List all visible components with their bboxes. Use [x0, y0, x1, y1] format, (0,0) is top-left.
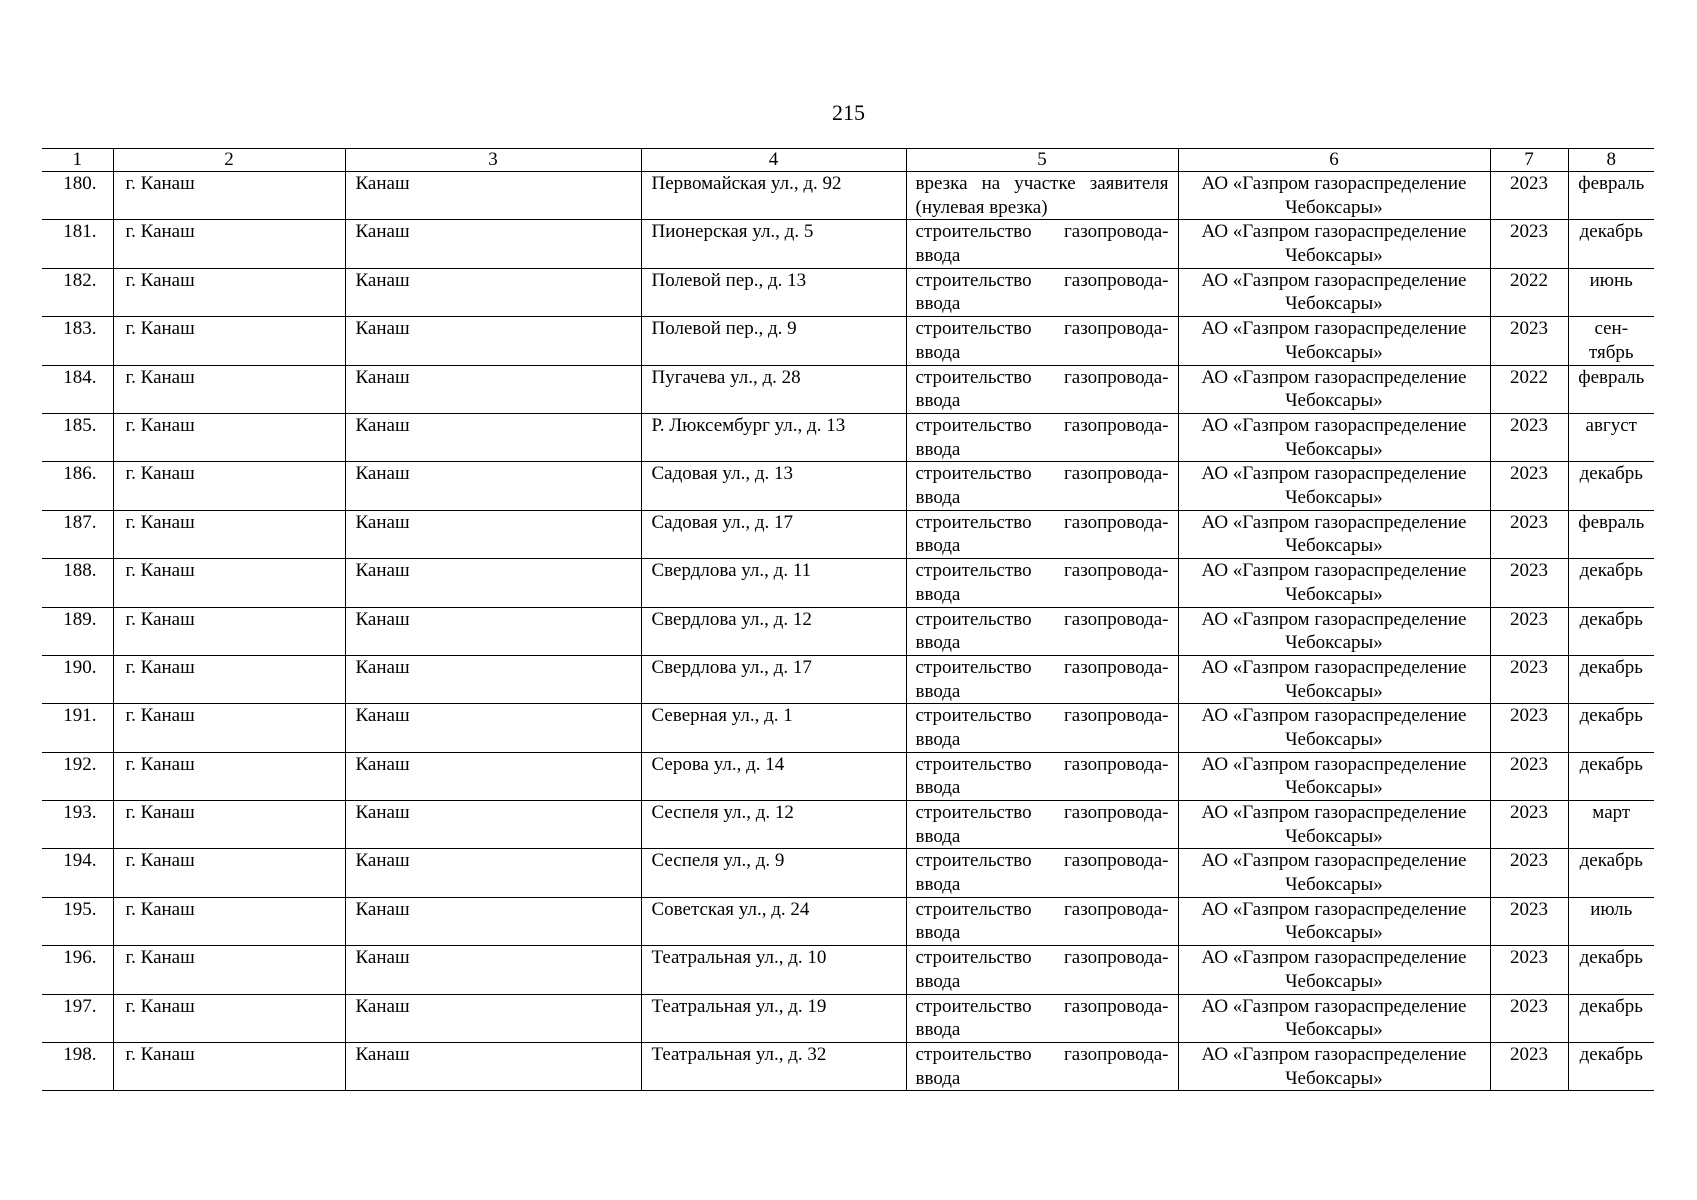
row-number: 198. [42, 1043, 113, 1091]
work-type-cell: строительство газопровода-ввода [906, 413, 1178, 461]
month-cell: декабрь [1568, 704, 1654, 752]
address-cell: Первомайская ул., д. 92 [641, 172, 906, 220]
organization-cell: АО «Газпром газораспределение Чебоксары» [1178, 607, 1490, 655]
column-header: 1 [42, 149, 113, 172]
address-cell: Садовая ул., д. 17 [641, 510, 906, 558]
city-cell: г. Канаш [113, 946, 345, 994]
organization-cell: АО «Газпром газораспределение Чебоксары» [1178, 1043, 1490, 1091]
organization-cell: АО «Газпром газораспределение Чебоксары» [1178, 946, 1490, 994]
locality-cell: Канаш [345, 897, 641, 945]
year-cell: 2022 [1490, 365, 1568, 413]
city-cell: г. Канаш [113, 220, 345, 268]
month-cell: декабрь [1568, 849, 1654, 897]
organization-cell: АО «Газпром газораспределение Чебоксары» [1178, 559, 1490, 607]
organization-cell: АО «Газпром газораспределение Чебоксары» [1178, 994, 1490, 1042]
row-number: 182. [42, 268, 113, 316]
column-header: 4 [641, 149, 906, 172]
table-row [42, 172, 1654, 220]
table-row [42, 510, 1654, 558]
locality-cell: Канаш [345, 268, 641, 316]
table-row [42, 268, 1654, 316]
locality-cell: Канаш [345, 607, 641, 655]
table-row [42, 317, 1654, 365]
year-cell: 2023 [1490, 317, 1568, 365]
address-cell: Театральная ул., д. 10 [641, 946, 906, 994]
work-type-cell: строительство газопровода-ввода [906, 752, 1178, 800]
organization-cell: АО «Газпром газораспределение Чебоксары» [1178, 220, 1490, 268]
address-cell: Пугачева ул., д. 28 [641, 365, 906, 413]
address-cell: Театральная ул., д. 32 [641, 1043, 906, 1091]
work-type-cell: строительство газопровода-ввода [906, 462, 1178, 510]
row-number: 193. [42, 801, 113, 849]
year-cell: 2023 [1490, 752, 1568, 800]
organization-cell: АО «Газпром газораспределение Чебоксары» [1178, 704, 1490, 752]
column-number-header [42, 149, 1654, 172]
city-cell: г. Канаш [113, 510, 345, 558]
month-cell: декабрь [1568, 559, 1654, 607]
locality-cell: Канаш [345, 413, 641, 461]
row-number: 196. [42, 946, 113, 994]
row-number: 183. [42, 317, 113, 365]
work-type-cell: строительство газопровода-ввода [906, 897, 1178, 945]
year-cell: 2023 [1490, 220, 1568, 268]
year-cell: 2023 [1490, 172, 1568, 220]
city-cell: г. Канаш [113, 317, 345, 365]
address-cell: Садовая ул., д. 13 [641, 462, 906, 510]
row-number: 192. [42, 752, 113, 800]
organization-cell: АО «Газпром газораспределение Чебоксары» [1178, 801, 1490, 849]
locality-cell: Канаш [345, 559, 641, 607]
locality-cell: Канаш [345, 801, 641, 849]
work-type-cell: строительство газопровода-ввода [906, 510, 1178, 558]
organization-cell: АО «Газпром газораспределение Чебоксары» [1178, 752, 1490, 800]
address-cell: Свердлова ул., д. 11 [641, 559, 906, 607]
city-cell: г. Канаш [113, 704, 345, 752]
address-cell: Пионерская ул., д. 5 [641, 220, 906, 268]
organization-cell: АО «Газпром газораспределение Чебоксары» [1178, 365, 1490, 413]
year-cell: 2023 [1490, 897, 1568, 945]
year-cell: 2023 [1490, 462, 1568, 510]
city-cell: г. Канаш [113, 752, 345, 800]
address-cell: Свердлова ул., д. 17 [641, 655, 906, 703]
work-type-cell: строительство газопровода-ввода [906, 849, 1178, 897]
row-number: 190. [42, 655, 113, 703]
column-header: 6 [1178, 149, 1490, 172]
column-header: 7 [1490, 149, 1568, 172]
year-cell: 2023 [1490, 510, 1568, 558]
column-header: 5 [906, 149, 1178, 172]
city-cell: г. Канаш [113, 897, 345, 945]
row-number: 188. [42, 559, 113, 607]
month-cell: декабрь [1568, 1043, 1654, 1091]
locality-cell: Канаш [345, 994, 641, 1042]
month-cell: июль [1568, 897, 1654, 945]
month-cell: декабрь [1568, 220, 1654, 268]
city-cell: г. Канаш [113, 413, 345, 461]
work-type-cell: строительство газопровода-ввода [906, 317, 1178, 365]
month-cell: декабрь [1568, 655, 1654, 703]
work-type-cell: строительство газопровода-ввода [906, 268, 1178, 316]
row-number: 185. [42, 413, 113, 461]
work-type-cell: строительство газопровода-ввода [906, 704, 1178, 752]
month-cell: декабрь [1568, 946, 1654, 994]
table-row [42, 607, 1654, 655]
work-type-cell: строительство газопровода-ввода [906, 655, 1178, 703]
locality-cell: Канаш [345, 655, 641, 703]
column-header: 8 [1568, 149, 1654, 172]
organization-cell: АО «Газпром газораспределение Чебоксары» [1178, 655, 1490, 703]
row-number: 189. [42, 607, 113, 655]
month-cell: февраль [1568, 510, 1654, 558]
city-cell: г. Канаш [113, 607, 345, 655]
month-cell: декабрь [1568, 752, 1654, 800]
city-cell: г. Канаш [113, 1043, 345, 1091]
year-cell: 2023 [1490, 946, 1568, 994]
organization-cell: АО «Газпром газораспределение Чебоксары» [1178, 849, 1490, 897]
year-cell: 2023 [1490, 655, 1568, 703]
address-cell: Полевой пер., д. 9 [641, 317, 906, 365]
year-cell: 2023 [1490, 559, 1568, 607]
year-cell: 2023 [1490, 849, 1568, 897]
table-row [42, 413, 1654, 461]
row-number: 180. [42, 172, 113, 220]
city-cell: г. Канаш [113, 268, 345, 316]
organization-cell: АО «Газпром газораспределение Чебоксары» [1178, 268, 1490, 316]
month-cell: декабрь [1568, 994, 1654, 1042]
row-number: 191. [42, 704, 113, 752]
address-cell: Театральная ул., д. 19 [641, 994, 906, 1042]
column-header: 3 [345, 149, 641, 172]
city-cell: г. Канаш [113, 801, 345, 849]
table-row [42, 1043, 1654, 1091]
organization-cell: АО «Газпром газораспределение Чебоксары» [1178, 510, 1490, 558]
month-cell: март [1568, 801, 1654, 849]
table-row [42, 704, 1654, 752]
year-cell: 2023 [1490, 413, 1568, 461]
year-cell: 2023 [1490, 801, 1568, 849]
locality-cell: Канаш [345, 172, 641, 220]
table-row [42, 994, 1654, 1042]
row-number: 181. [42, 220, 113, 268]
city-cell: г. Канаш [113, 994, 345, 1042]
locality-cell: Канаш [345, 510, 641, 558]
work-type-cell: строительство газопровода-ввода [906, 946, 1178, 994]
address-cell: Свердлова ул., д. 12 [641, 607, 906, 655]
row-number: 187. [42, 510, 113, 558]
locality-cell: Канаш [345, 946, 641, 994]
locality-cell: Канаш [345, 365, 641, 413]
locality-cell: Канаш [345, 704, 641, 752]
city-cell: г. Канаш [113, 559, 345, 607]
locality-cell: Канаш [345, 1043, 641, 1091]
table-row [42, 897, 1654, 945]
row-number: 195. [42, 897, 113, 945]
city-cell: г. Канаш [113, 655, 345, 703]
work-type-cell: строительство газопровода-ввода [906, 1043, 1178, 1091]
address-cell: Советская ул., д. 24 [641, 897, 906, 945]
data-table [42, 148, 1654, 1091]
table-row [42, 801, 1654, 849]
locality-cell: Канаш [345, 317, 641, 365]
address-cell: Полевой пер., д. 13 [641, 268, 906, 316]
table-row [42, 946, 1654, 994]
month-cell: июнь [1568, 268, 1654, 316]
row-number: 194. [42, 849, 113, 897]
year-cell: 2023 [1490, 704, 1568, 752]
table-row [42, 462, 1654, 510]
work-type-cell: строительство газопровода-ввода [906, 801, 1178, 849]
address-cell: Северная ул., д. 1 [641, 704, 906, 752]
organization-cell: АО «Газпром газораспределение Чебоксары» [1178, 897, 1490, 945]
work-type-cell: врезка на участке заявителя (нулевая врезка) [906, 172, 1178, 220]
organization-cell: АО «Газпром газораспределение Чебоксары» [1178, 462, 1490, 510]
table-row [42, 655, 1654, 703]
work-type-cell: строительство газопровода-ввода [906, 220, 1178, 268]
table-row [42, 365, 1654, 413]
work-type-cell: строительство газопровода-ввода [906, 994, 1178, 1042]
work-type-cell: строительство газопровода-ввода [906, 607, 1178, 655]
organization-cell: АО «Газпром газораспределение Чебоксары» [1178, 317, 1490, 365]
city-cell: г. Канаш [113, 172, 345, 220]
table-row [42, 752, 1654, 800]
table-row [42, 849, 1654, 897]
month-cell: декабрь [1568, 462, 1654, 510]
month-cell: февраль [1568, 172, 1654, 220]
column-header: 2 [113, 149, 345, 172]
locality-cell: Канаш [345, 462, 641, 510]
table-row [42, 559, 1654, 607]
table-row [42, 220, 1654, 268]
year-cell: 2022 [1490, 268, 1568, 316]
locality-cell: Канаш [345, 220, 641, 268]
organization-cell: АО «Газпром газораспределение Чебоксары» [1178, 413, 1490, 461]
locality-cell: Канаш [345, 752, 641, 800]
month-cell: сен-тябрь [1568, 317, 1654, 365]
year-cell: 2023 [1490, 1043, 1568, 1091]
address-cell: Серова ул., д. 14 [641, 752, 906, 800]
work-type-cell: строительство газопровода-ввода [906, 365, 1178, 413]
city-cell: г. Канаш [113, 462, 345, 510]
page-number: 215 [832, 100, 865, 125]
month-cell: август [1568, 413, 1654, 461]
month-cell: февраль [1568, 365, 1654, 413]
address-cell: Р. Люксембург ул., д. 13 [641, 413, 906, 461]
year-cell: 2023 [1490, 994, 1568, 1042]
city-cell: г. Канаш [113, 849, 345, 897]
organization-cell: АО «Газпром газораспределение Чебоксары» [1178, 172, 1490, 220]
work-type-cell: строительство газопровода-ввода [906, 559, 1178, 607]
city-cell: г. Канаш [113, 365, 345, 413]
year-cell: 2023 [1490, 607, 1568, 655]
address-cell: Сеспеля ул., д. 9 [641, 849, 906, 897]
row-number: 197. [42, 994, 113, 1042]
month-cell: декабрь [1568, 607, 1654, 655]
row-number: 184. [42, 365, 113, 413]
address-cell: Сеспеля ул., д. 12 [641, 801, 906, 849]
row-number: 186. [42, 462, 113, 510]
locality-cell: Канаш [345, 849, 641, 897]
